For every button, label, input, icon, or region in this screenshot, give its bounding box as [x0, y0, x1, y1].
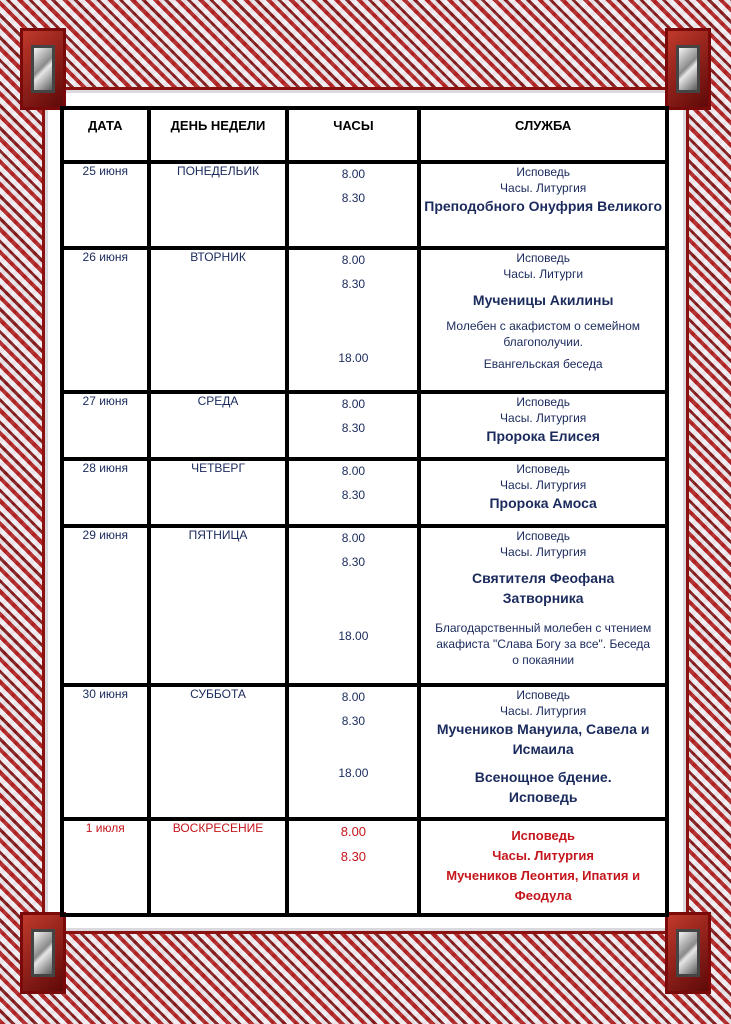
table-row [62, 685, 667, 819]
table-row [62, 459, 667, 526]
service-item: Часы. Литургия [500, 478, 587, 492]
table-header-row [62, 108, 667, 162]
time-value: 8.00 [341, 690, 366, 704]
table-row [62, 526, 667, 685]
row-times [287, 685, 419, 819]
service-item: Исповедь [516, 688, 571, 702]
service-item: Часы. Литургия [492, 848, 595, 863]
service-item: Часы. Литургия [500, 545, 587, 559]
row-times [287, 819, 419, 915]
time-value: 8.00 [341, 397, 366, 411]
corner-ornament [665, 912, 711, 994]
row-services [419, 392, 667, 459]
time-value: 8.00 [341, 531, 366, 545]
service-item: Часы. Литургия [500, 181, 587, 195]
service-item: Исповедь [516, 165, 571, 179]
row-day: СРЕДА [149, 392, 288, 459]
corner-ornament [20, 912, 66, 994]
service-item: Благодарственный молебен с чтением акафиста "Слава Богу за все". Беседа о покаянии [435, 621, 652, 667]
row-services [419, 459, 667, 526]
row-date: 28 июня [62, 459, 149, 526]
time-value: 8.00 [341, 253, 366, 267]
header-service: СЛУЖБА [419, 108, 667, 162]
service-item: Часы. Литурги [503, 267, 584, 281]
time-value: 18.00 [338, 629, 369, 643]
time-value: 8.30 [341, 191, 366, 205]
time-value: 8.30 [341, 488, 366, 502]
time-value: 8.00 [340, 824, 367, 839]
table-row [62, 819, 667, 915]
row-services [419, 819, 667, 915]
row-times [287, 459, 419, 526]
table-row [62, 248, 667, 392]
feast-name: Преподобного Онуфрия Великого [424, 198, 663, 214]
time-value: 8.30 [341, 277, 366, 291]
row-date: 29 июня [62, 526, 149, 685]
row-day: ПЯТНИЦА [149, 526, 288, 685]
time-value: 8.30 [341, 421, 366, 435]
table-row [62, 392, 667, 459]
feast-name: Мучеников Леонтия, Ипатия и Феодула [446, 868, 641, 903]
row-date: 30 июня [62, 685, 149, 819]
row-services [419, 526, 667, 685]
corner-ornament [665, 28, 711, 110]
time-value: 18.00 [338, 766, 369, 780]
service-item: Исповедь [511, 828, 575, 843]
row-services [419, 162, 667, 248]
feast-name: Мучеников Мануила, Савела и Исмаила [436, 721, 650, 757]
time-value: 8.00 [341, 167, 366, 181]
corner-ornament [20, 28, 66, 110]
row-day: ВОСКРЕСЕНИЕ [149, 819, 288, 915]
time-value: 18.00 [338, 351, 369, 365]
row-date: 1 июля [62, 819, 149, 915]
feast-name: Всенощное бдение. Исповедь [474, 769, 612, 805]
row-date: 27 июня [62, 392, 149, 459]
schedule-table [60, 106, 669, 917]
service-item: Евангельская беседа [483, 357, 603, 371]
row-day: ЧЕТВЕРГ [149, 459, 288, 526]
service-item: Исповедь [516, 395, 571, 409]
row-date: 25 июня [62, 162, 149, 248]
row-times [287, 392, 419, 459]
row-day: ПОНЕДЕЛЬИК [149, 162, 288, 248]
row-day: СУББОТА [149, 685, 288, 819]
feast-name: Святителя Феофана Затворника [472, 570, 615, 606]
service-item: Молебен с акафистом о семейном благополучии. [446, 319, 641, 349]
service-item: Исповедь [516, 251, 571, 265]
row-times [287, 248, 419, 392]
table-row [62, 162, 667, 248]
row-services [419, 248, 667, 392]
row-day: ВТОРНИК [149, 248, 288, 392]
row-services [419, 685, 667, 819]
time-value: 8.30 [341, 555, 366, 569]
header-day: ДЕНЬ НЕДЕЛИ [149, 108, 288, 162]
time-value: 8.00 [341, 464, 366, 478]
time-value: 8.30 [340, 849, 367, 864]
time-value: 8.30 [341, 714, 366, 728]
service-item: Исповедь [516, 462, 571, 476]
row-times [287, 526, 419, 685]
service-item: Исповедь [516, 529, 571, 543]
feast-name: Мученицы Акилины [472, 292, 614, 308]
feast-name: Пророка Елисея [486, 428, 600, 444]
row-times [287, 162, 419, 248]
header-date: ДАТА [62, 108, 149, 162]
feast-name: Пророка Амоса [489, 495, 597, 511]
row-date: 26 июня [62, 248, 149, 392]
header-time: ЧАСЫ [287, 108, 419, 162]
service-item: Часы. Литургия [500, 411, 587, 425]
service-item: Часы. Литургия [500, 704, 587, 718]
